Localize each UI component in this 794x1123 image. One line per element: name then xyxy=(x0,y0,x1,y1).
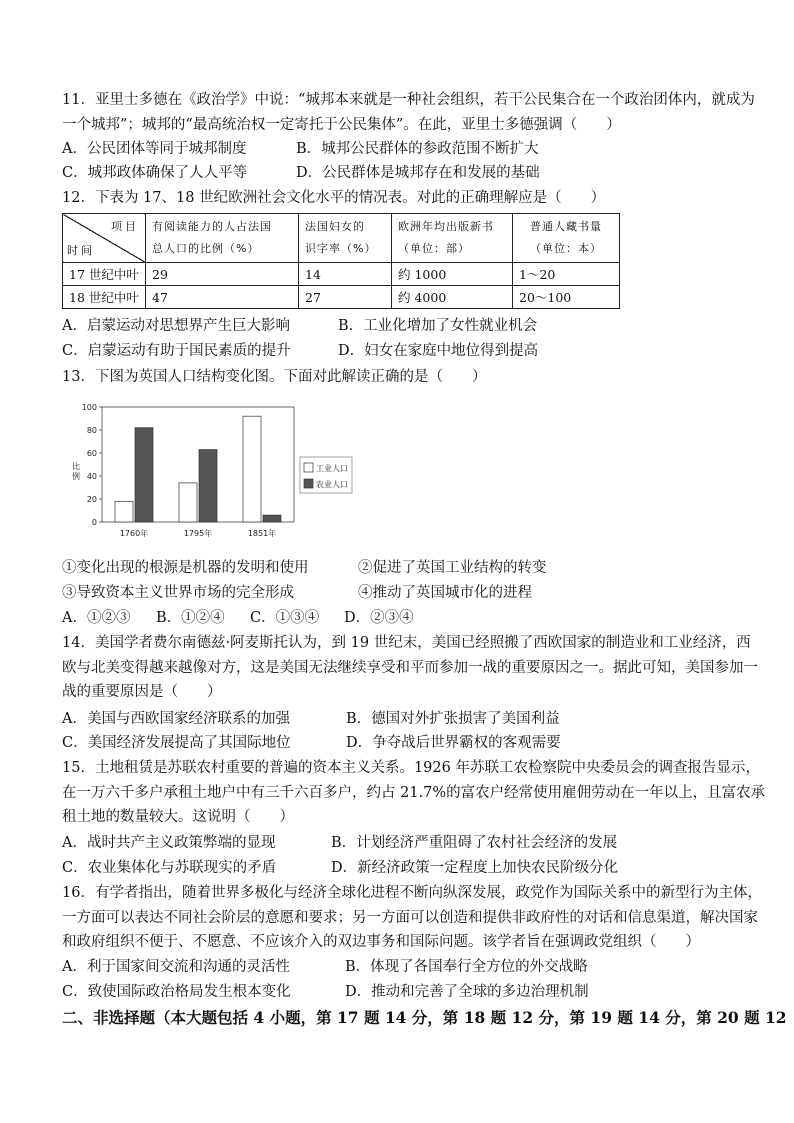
table-cell: 约 1000 xyxy=(392,263,513,286)
q14-option-d[interactable]: D．争夺战后世界霸权的客观需要 xyxy=(346,735,561,751)
q13-stem: 13．下图为英国人口结构变化图。下面对此解读正确的是（ ） xyxy=(62,369,487,385)
table-cell: 14 xyxy=(299,263,392,286)
q13-item-2: ②促进了英国工业结构的转变 xyxy=(358,560,547,576)
table-row xyxy=(63,286,620,309)
table-header-collection: 普通人藏书量 （单位：本） xyxy=(513,214,620,263)
legend-label: 工业人口 xyxy=(316,464,348,473)
y-axis-label: 例 xyxy=(72,472,80,481)
q12-option-b[interactable]: B．工业化增加了女性就业机会 xyxy=(338,318,538,334)
q16-stem-line1: 16．有学者指出，随着世界多极化与经济全球化进程不断向纵深发展，政党作为国际关系中的新型行为主体， xyxy=(62,885,762,901)
q13-option-d[interactable]: D．②③④ xyxy=(344,610,414,626)
corner-label-time: 时间 xyxy=(67,244,95,257)
y-tick-label: 0 xyxy=(91,518,97,527)
q15-stem-line2: 在一万六千多户承租土地户中有三千六百多户，约占 21.7%的富农户经常使用雇佣劳动在一年以上，且富农承 xyxy=(62,785,766,801)
q16-stem-line2: 一方面可以表达不同社会阶层的意愿和要求；另一方面可以创造和提供非政府性的对话和信息渠道，解决国家 xyxy=(62,910,758,926)
q12-option-a[interactable]: A．启蒙运动对思想界产生巨大影响 xyxy=(62,318,290,334)
table-cell: 47 xyxy=(146,286,299,309)
bar-industrial xyxy=(243,416,261,522)
y-tick-label: 40 xyxy=(86,472,97,481)
legend-swatch xyxy=(304,479,313,488)
legend-label: 农业人口 xyxy=(316,480,348,489)
y-tick-label: 100 xyxy=(81,403,97,412)
q13-item-4: ④推动了英国城市化的进程 xyxy=(358,585,532,601)
q15-option-b[interactable]: B．计划经济严重阻碍了农村社会经济的发展 xyxy=(331,835,618,851)
table-cell: 29 xyxy=(146,263,299,286)
q16-option-a[interactable]: A．利于国家间交流和沟通的灵活性 xyxy=(62,959,290,975)
q13-option-c[interactable]: C．①③④ xyxy=(250,610,320,626)
q16-option-c[interactable]: C．致使国际政治格局发生根本变化 xyxy=(62,984,291,1000)
q14-stem-line1: 14．美国学者费尔南德兹·阿麦斯托认为，到 19 世纪末，美国已经照搬了西欧国家的制造业和工业经济，西 xyxy=(62,635,751,651)
q14-option-a[interactable]: A．美国与西欧国家经济联系的加强 xyxy=(62,711,290,727)
x-tick-label: 1760年 xyxy=(119,529,149,538)
table-cell: 18 世纪中叶 xyxy=(63,286,146,309)
q16-option-d[interactable]: D．推动和完善了全球的多边治理机制 xyxy=(345,984,589,1000)
q13-item-3: ③导致资本主义世界市场的完全形成 xyxy=(62,585,294,601)
q12-option-d[interactable]: D．妇女在家庭中地位得到提高 xyxy=(338,343,539,359)
y-tick-label: 80 xyxy=(86,426,97,435)
table-cell: 约 4000 xyxy=(392,286,513,309)
y-tick-label: 60 xyxy=(86,449,97,458)
q11-option-c[interactable]: C．城邦政体确保了人人平等 xyxy=(62,165,248,181)
q11-option-a[interactable]: A．公民团体等同于城邦制度 xyxy=(62,141,247,157)
table-header-reading: 有阅读能力的人占法国 总人口的比例（%） xyxy=(146,214,299,263)
q15-option-a[interactable]: A．战时共产主义政策弊端的显现 xyxy=(62,835,276,851)
bar-agricultural xyxy=(135,428,153,522)
x-tick-label: 1795年 xyxy=(183,529,213,538)
population-chart xyxy=(66,397,356,547)
section2-heading: 二、非选择题（本大题包括 4 小题，第 17 题 14 分，第 18 题 12 分，第 19 题 14 分，第 20 题 12 xyxy=(62,1008,787,1027)
y-tick-label: 20 xyxy=(86,495,97,504)
q16-option-b[interactable]: B．体现了各国奉行全方位的外交战略 xyxy=(345,959,588,975)
bar-industrial xyxy=(179,483,197,522)
table-header-books: 欧洲年均出版新书 （单位：部） xyxy=(392,214,513,263)
q15-option-c[interactable]: C．农业集体化与苏联现实的矛盾 xyxy=(62,860,277,876)
q11-stem-line1: 11．亚里士多德在《政治学》中说：“城邦本来就是一种社会组织，若干公民集合在一个政治团体内，就成为 xyxy=(62,92,755,108)
q12-option-c[interactable]: C．启蒙运动有助于国民素质的提升 xyxy=(62,343,291,359)
x-tick-label: 1851年 xyxy=(247,529,277,538)
table-header-literacy: 法国妇女的 识字率（%） xyxy=(299,214,392,263)
table-cell: 20～100 xyxy=(513,286,620,309)
bar-agricultural xyxy=(263,515,281,522)
q13-option-b[interactable]: B．①②④ xyxy=(156,610,225,626)
q15-stem-line1: 15．土地租赁是苏联农村重要的普遍的资本主义关系。1926 年苏联工农检察院中央委员会的调查报告显示， xyxy=(62,760,760,776)
q12-stem: 12．下表为 17、18 世纪欧洲社会文化水平的情况表。对此的正确理解应是（ ） xyxy=(62,190,606,206)
table-row xyxy=(63,263,620,286)
q13-item-1: ①变化出现的根源是机器的发明和使用 xyxy=(62,560,309,576)
y-axis-label: 比 xyxy=(72,462,80,471)
table-cell: 17 世纪中叶 xyxy=(63,263,146,286)
q11-option-b[interactable]: B．城邦公民群体的参政范围不断扩大 xyxy=(296,141,539,157)
q13-option-a[interactable]: A．①②③ xyxy=(62,610,131,626)
q15-stem-line3: 租土地的数量较大。这说明（ ） xyxy=(62,809,294,825)
bar-agricultural xyxy=(199,450,217,522)
q14-stem-line3: 战的重要原因是（ ） xyxy=(62,684,222,700)
q12-data-table xyxy=(62,213,620,309)
q14-option-b[interactable]: B．德国对外扩张损害了美国利益 xyxy=(346,711,560,727)
legend-swatch xyxy=(304,463,313,472)
q15-option-d[interactable]: D．新经济政策一定程度上加快农民阶级分化 xyxy=(331,860,619,876)
table-cell: 27 xyxy=(299,286,392,309)
q14-stem-line2: 欧与北美变得越来越像对方，这是美国无法继续享受和平而参加一战的重要原因之一。据此可知，美国参加一 xyxy=(62,660,758,676)
corner-label-item: 项目 xyxy=(111,220,139,233)
table-corner-cell xyxy=(63,214,146,263)
bar-industrial xyxy=(115,501,133,522)
q11-option-d[interactable]: D．公民群体是城邦存在和发展的基础 xyxy=(296,165,540,181)
q11-stem-line2: 一个城邦”；城邦的“最高统治权一定寄托于公民集体”。在此，亚里士多德强调（ ） xyxy=(62,117,621,133)
table-cell: 1～20 xyxy=(513,263,620,286)
q16-stem-line3: 和政府组织不便于、不愿意、不应该介入的双边事务和国际问题。该学者旨在强调政党组织（ ） xyxy=(62,934,700,950)
q14-option-c[interactable]: C．美国经济发展提高了其国际地位 xyxy=(62,735,291,751)
